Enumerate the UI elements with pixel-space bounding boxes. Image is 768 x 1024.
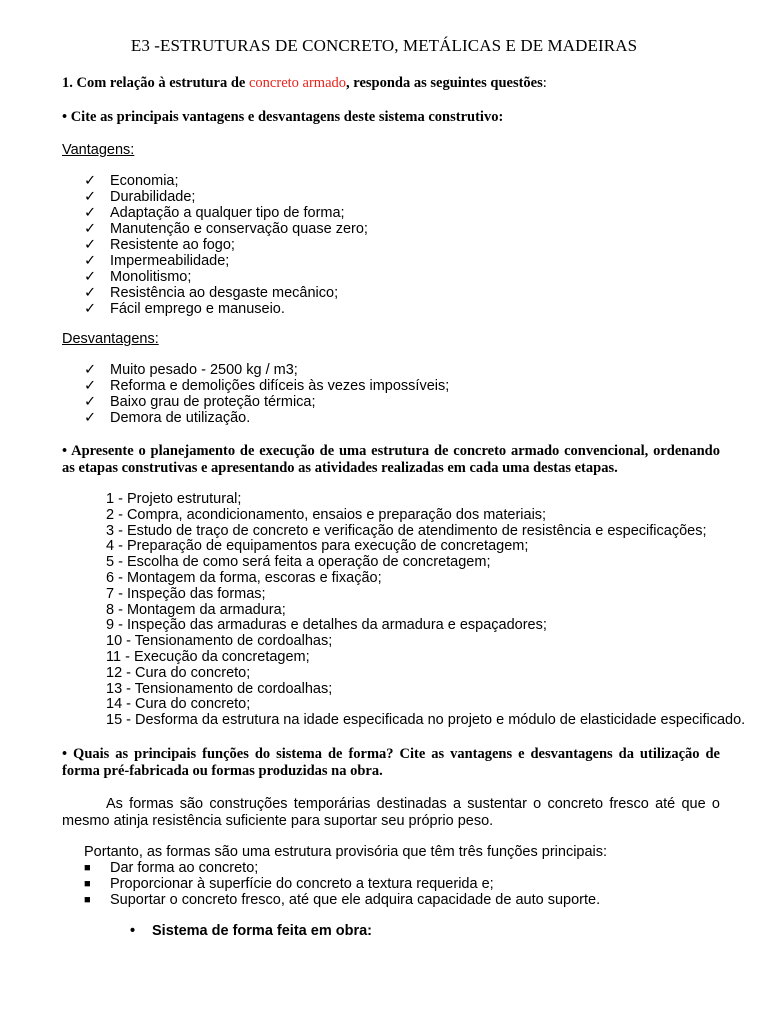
- vantagens-list: [84, 173, 368, 317]
- list-item: ✓ Reforma e demolições difíceis às vezes impossíveis;: [84, 378, 450, 394]
- paragraph-funcoes: Portanto, as formas são uma estrutura provisória que têm três funções principais:: [84, 844, 608, 860]
- list-item: 15 - Desforma da estrutura na idade especificada no projeto e módulo de elasticidade especificado.: [106, 712, 746, 729]
- checkmark-icon: ✓: [84, 394, 97, 410]
- list-item: 13 - Tensionamento de cordoalhas;: [106, 680, 333, 697]
- checkmark-icon: ✓: [84, 285, 97, 301]
- list-item: 9 - Inspeção das armaduras e detalhes da armadura e espaçadores;: [106, 617, 547, 634]
- question-1b: • Apresente o planejamento de execução de uma estrutura de concreto armado convencional, ordenando as etapas construtivas e apresentando as atividades realizadas em cada uma destas etapas.: [62, 443, 720, 476]
- list-item: 5 - Escolha de como será feita a operação de concretagem;: [106, 554, 491, 571]
- list-item: ■ Proporcionar à superfície do concreto a textura requerida e;: [84, 876, 494, 892]
- question-1-lead: 1. Com relação à estrutura de: [62, 75, 249, 91]
- question-1: [62, 75, 547, 92]
- checkmark-icon: ✓: [84, 205, 97, 221]
- checkmark-icon: ✓: [84, 362, 97, 378]
- list-item: 14 - Cura do concreto;: [106, 696, 251, 713]
- list-item: 7 - Inspeção das formas;: [106, 585, 266, 602]
- question-1-highlight: concreto armado: [249, 75, 347, 91]
- list-item: 6 - Montagem da forma, escoras e fixação;: [106, 569, 382, 586]
- sistema-forma-obra-heading: • Sistema de forma feita em obra:: [130, 923, 372, 939]
- square-bullet-icon: ■: [84, 878, 91, 890]
- checkmark-icon: ✓: [84, 410, 97, 426]
- vantagens-heading: Vantagens:: [62, 142, 135, 158]
- question-1a: • Cite as principais vantagens e desvantagens deste sistema construtivo:: [62, 109, 504, 125]
- question-1-colon: :: [542, 75, 547, 91]
- desvantagens-heading: Desvantagens:: [62, 331, 159, 347]
- list-item: ✓ Economia;: [84, 173, 179, 189]
- list-item: 12 - Cura do concreto;: [106, 664, 251, 681]
- list-item: ✓ Demora de utilização.: [84, 410, 251, 426]
- checkmark-icon: ✓: [84, 189, 97, 205]
- square-bullet-icon: ■: [84, 862, 91, 874]
- page-title: E3 -ESTRUTURAS DE CONCRETO, METÁLICAS E DE MADEIRAS: [130, 36, 638, 55]
- list-item: ■ Suportar o concreto fresco, até que ele adquira capacidade de auto suporte.: [84, 892, 601, 908]
- list-item: ✓ Manutenção e conservação quase zero;: [84, 221, 368, 237]
- list-item: 11 - Execução da concretagem;: [106, 648, 310, 665]
- list-item: ✓ Durabilidade;: [84, 189, 196, 205]
- list-item: ✓ Resistente ao fogo;: [84, 237, 235, 253]
- list-item: ✓ Muito pesado - 2500 kg / m3;: [84, 362, 298, 378]
- list-item: 10 - Tensionamento de cordoalhas;: [106, 633, 333, 650]
- list-item: 3 - Estudo de traço de concreto e verificação de atendimento de resistência e especificações;: [106, 522, 707, 539]
- list-item: 4 - Preparação de equipamentos para execução de concretagem;: [106, 538, 529, 555]
- checkmark-icon: ✓: [84, 253, 97, 269]
- desvantagens-list: [84, 362, 449, 426]
- list-item: ✓ Baixo grau de proteção térmica;: [84, 394, 316, 410]
- checkmark-icon: ✓: [84, 378, 97, 394]
- checkmark-icon: ✓: [84, 237, 97, 253]
- paragraph-formas: As formas são construções temporárias destinadas a sustentar o concreto fresco até que o mesmo atinja resistência suficiente para suportar seu próprio peso.: [62, 796, 720, 829]
- question-1-tail: , responda as seguintes questões: [346, 75, 543, 91]
- square-bullet-icon: ■: [84, 894, 91, 906]
- list-item: 8 - Montagem da armadura;: [106, 601, 286, 618]
- list-item: ✓ Fácil emprego e manuseio.: [84, 301, 285, 317]
- etapas-list: [106, 492, 745, 729]
- checkmark-icon: ✓: [84, 269, 97, 285]
- question-1c: • Quais as principais funções do sistema de forma? Cite as vantagens e desvantagens da utilização de forma pré-fabricada ou formas produzidas na obra.: [62, 746, 720, 779]
- bullet-icon: •: [130, 923, 136, 939]
- list-item: ✓ Adaptação a qualquer tipo de forma;: [84, 205, 345, 221]
- funcoes-list: [84, 860, 600, 908]
- list-item: ✓ Impermeabilidade;: [84, 253, 230, 269]
- list-item: ■ Dar forma ao concreto;: [84, 860, 259, 876]
- list-item: 1 - Projeto estrutural;: [106, 491, 242, 507]
- list-item: ✓ Resistência ao desgaste mecânico;: [84, 285, 339, 301]
- list-item: 2 - Compra, acondicionamento, ensaios e preparação dos materiais;: [106, 506, 547, 523]
- checkmark-icon: ✓: [84, 301, 97, 317]
- checkmark-icon: ✓: [84, 221, 97, 237]
- checkmark-icon: ✓: [84, 173, 97, 189]
- list-item: ✓ Monolitismo;: [84, 269, 192, 285]
